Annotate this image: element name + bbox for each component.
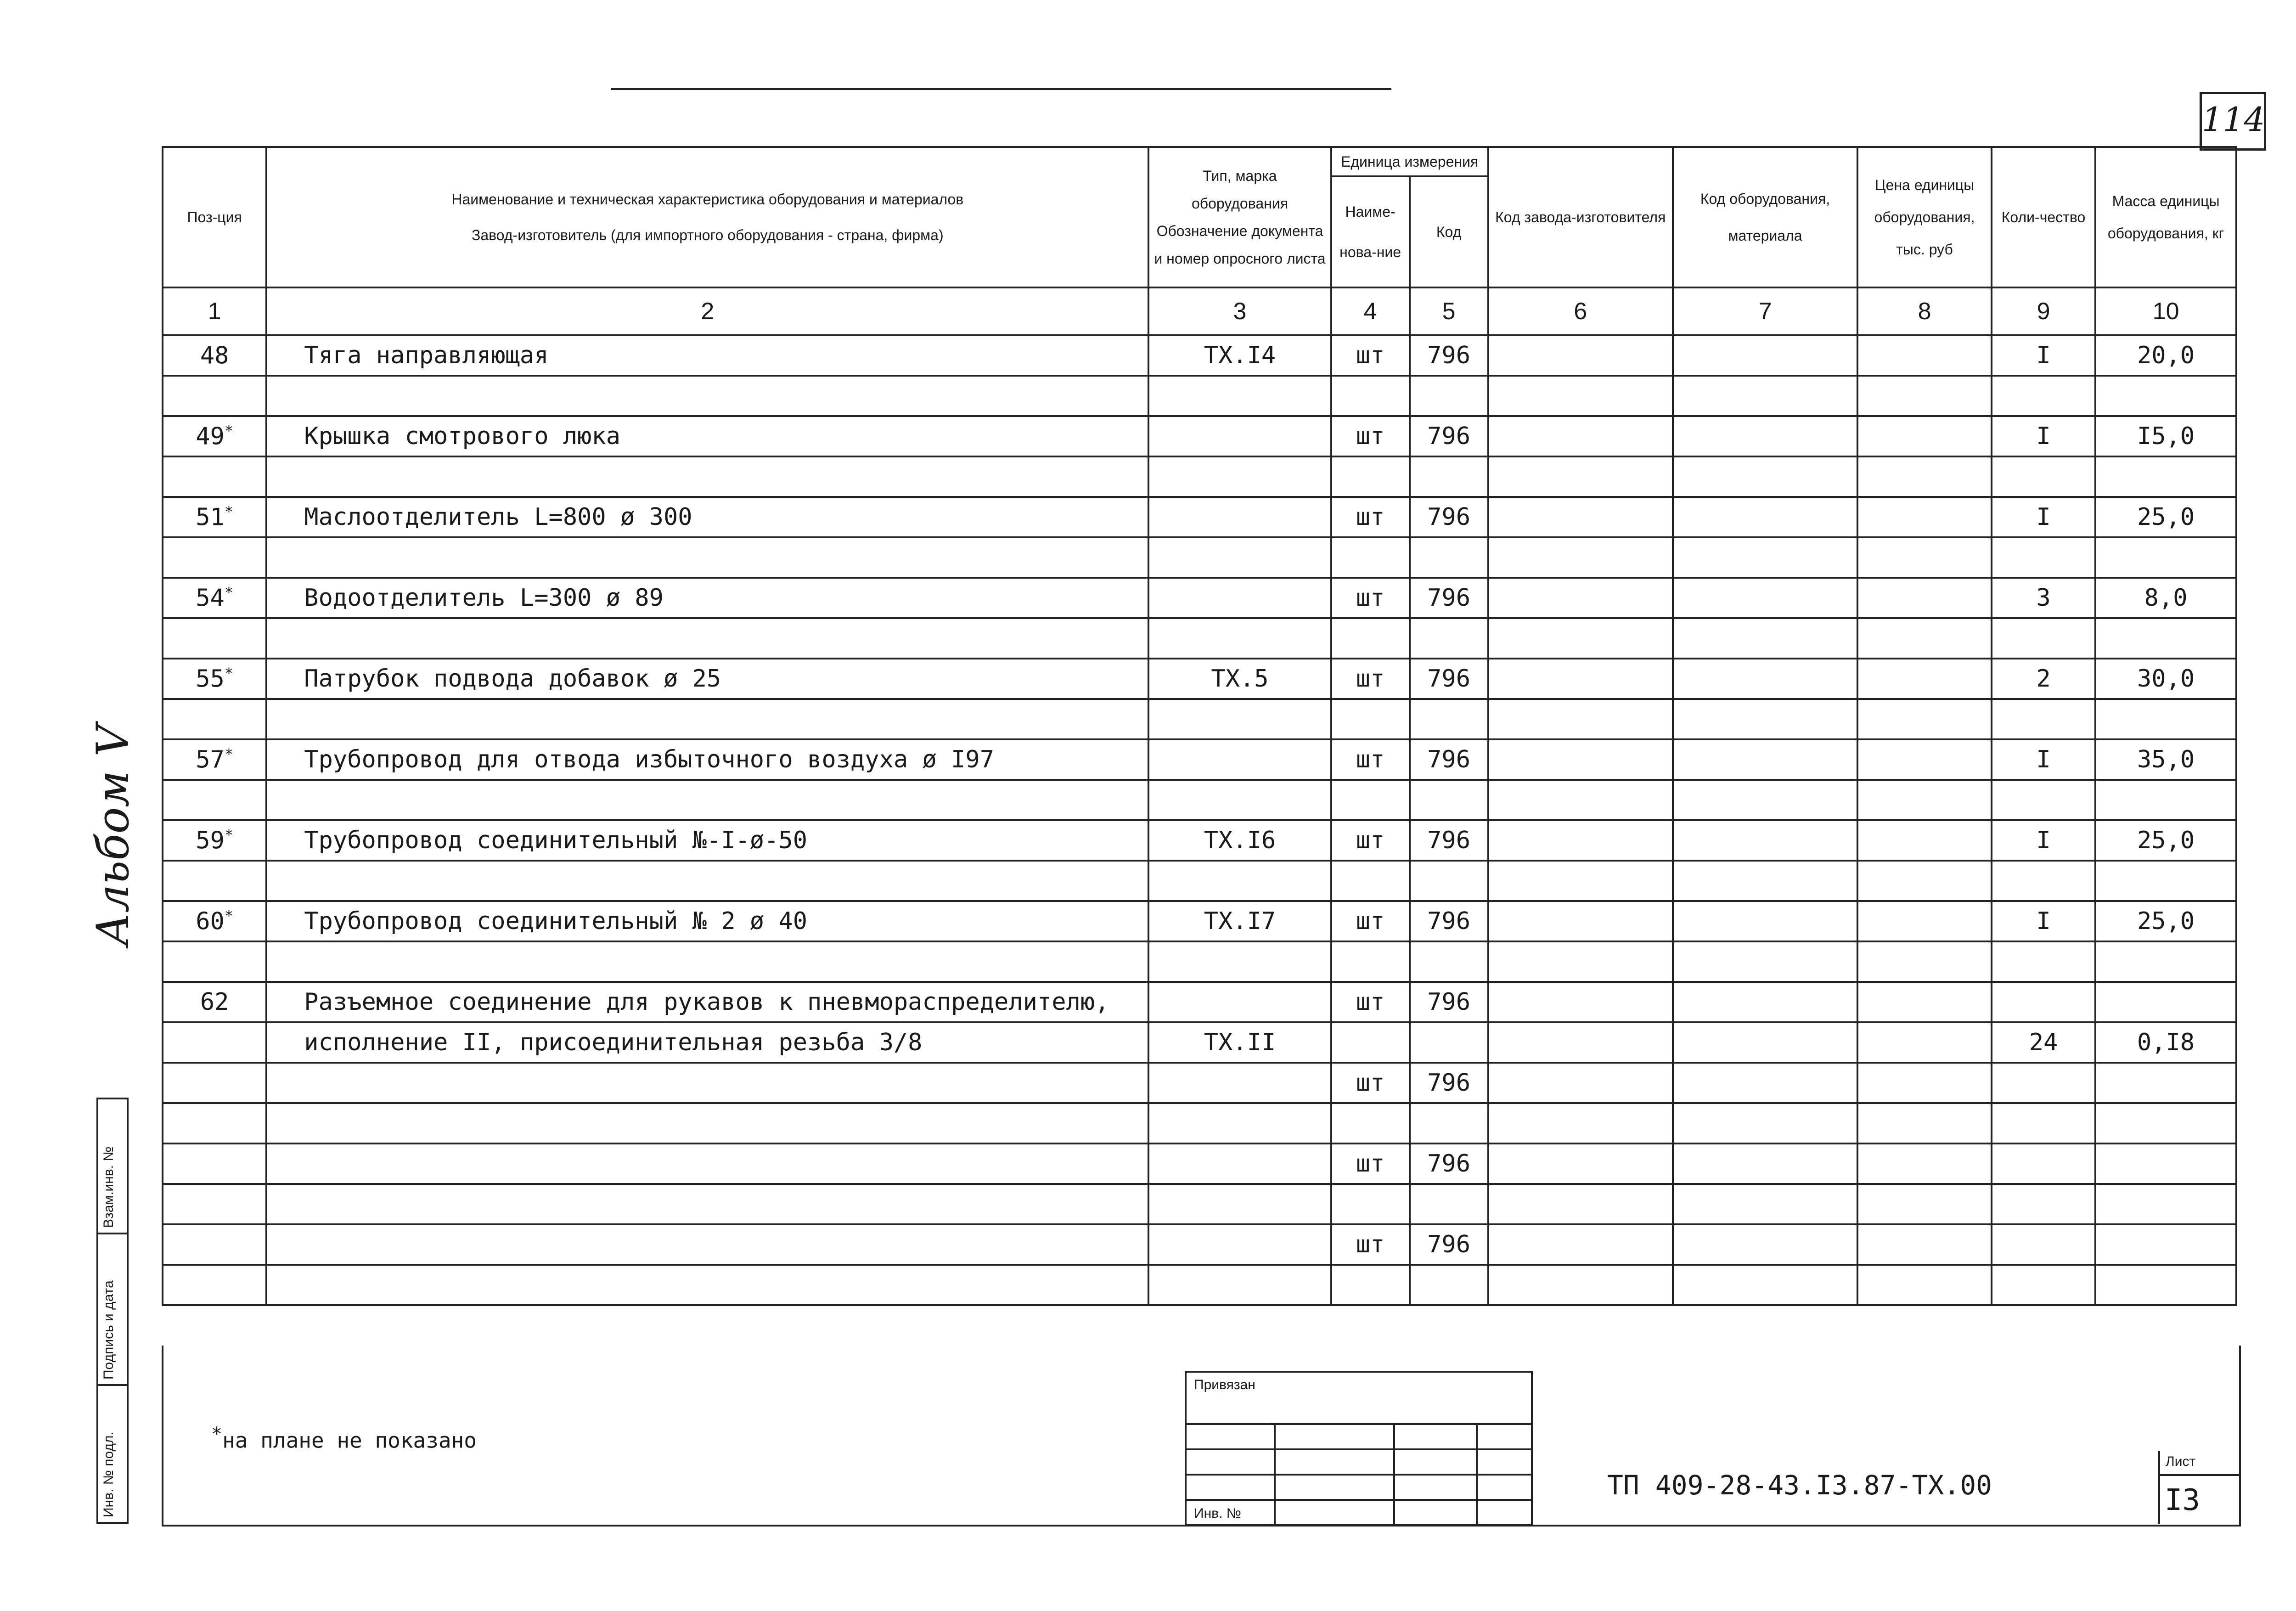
row-name: Маслоотделитель L=800 ø 300 bbox=[266, 497, 1148, 537]
footnote-mark: * bbox=[224, 907, 234, 925]
table-row-blank bbox=[163, 1184, 2236, 1224]
table-row-blank bbox=[163, 1103, 2236, 1143]
row-mass: 30,0 bbox=[2095, 659, 2236, 699]
row-position bbox=[163, 901, 266, 941]
position-number: 57 bbox=[196, 746, 225, 774]
side-stamp-signature: Подпись и дата bbox=[101, 1280, 116, 1380]
table-body bbox=[163, 335, 2236, 1305]
row-position bbox=[163, 659, 266, 699]
footnote-text: на плане не показано bbox=[222, 1428, 477, 1453]
row-unit-code: 796 bbox=[1410, 739, 1488, 780]
sheet-number: 114 bbox=[2200, 92, 2266, 151]
row-unit-code: 796 bbox=[1410, 1224, 1488, 1265]
row-type bbox=[1148, 578, 1331, 618]
table-row-blank bbox=[163, 376, 2236, 416]
album-label: Альбом V bbox=[87, 725, 139, 946]
header-position: Поз-ция bbox=[163, 147, 266, 287]
column-number: 6 bbox=[1488, 287, 1673, 335]
row-mass: 25,0 bbox=[2095, 820, 2236, 861]
row-unit: шт bbox=[1331, 416, 1410, 456]
table-row-blank bbox=[163, 861, 2236, 901]
position-number: 49 bbox=[196, 422, 225, 451]
row-type: ТХ.I7 bbox=[1148, 901, 1331, 941]
row-unit-code: 796 bbox=[1410, 578, 1488, 618]
table-row bbox=[163, 820, 2236, 861]
table-row bbox=[163, 497, 2236, 537]
header-type: Тип, марка оборудования Обозначение документа и номер опросного листа bbox=[1148, 147, 1331, 287]
row-unit: шт bbox=[1331, 1224, 1410, 1265]
column-number: 9 bbox=[1992, 287, 2095, 335]
position-number: 51 bbox=[196, 503, 225, 531]
column-number: 7 bbox=[1673, 287, 1857, 335]
table-row bbox=[163, 1063, 2236, 1103]
table-row bbox=[163, 578, 2236, 618]
side-stamp bbox=[96, 1098, 129, 1524]
table-row-blank bbox=[163, 941, 2236, 982]
header-name bbox=[266, 147, 1148, 287]
row-unit: шт bbox=[1331, 578, 1410, 618]
row-name: Патрубок подвода добавок ø 25 bbox=[266, 659, 1148, 699]
header-equipment-code: Код оборудования, материала bbox=[1673, 147, 1857, 287]
row-unit-code: 796 bbox=[1410, 497, 1488, 537]
footnote-mark: * bbox=[224, 422, 234, 440]
row-position bbox=[163, 416, 266, 456]
row-unit-code: 796 bbox=[1410, 335, 1488, 376]
footnote-mark: * bbox=[224, 745, 234, 763]
row-mass: 35,0 bbox=[2095, 739, 2236, 780]
row-position bbox=[163, 497, 266, 537]
row-name: Трубопровод соединительный №-I-ø-50 bbox=[266, 820, 1148, 861]
column-number-row bbox=[163, 287, 2236, 335]
side-stamp-inv-replace: Взам.инв. № bbox=[101, 1146, 116, 1228]
row-name: Трубопровод соединительный № 2 ø 40 bbox=[266, 901, 1148, 941]
row-mass: I5,0 bbox=[2095, 416, 2236, 456]
row-unit-code: 796 bbox=[1410, 416, 1488, 456]
row-quantity: I bbox=[1992, 497, 2095, 537]
footnote-mark: * bbox=[224, 584, 234, 602]
column-number: 1 bbox=[163, 287, 266, 335]
row-unit: шт bbox=[1331, 335, 1410, 376]
header-quantity: Коли-чество bbox=[1992, 147, 2095, 287]
table-row bbox=[163, 1143, 2236, 1184]
header-name-line1: Наименование и техническая характеристика оборудования и материалов bbox=[451, 191, 964, 208]
row-quantity: I bbox=[1992, 739, 2095, 780]
row-name: Водоотделитель L=300 ø 89 bbox=[266, 578, 1148, 618]
row-unit-code: 796 bbox=[1410, 1143, 1488, 1184]
row-name: Тяга направляющая bbox=[266, 335, 1148, 376]
table-row-blank bbox=[163, 456, 2236, 497]
row-type bbox=[1148, 497, 1331, 537]
row-type: ТХ.I4 bbox=[1148, 335, 1331, 376]
row-position bbox=[163, 335, 266, 376]
row-position bbox=[163, 820, 266, 861]
row-type bbox=[1148, 739, 1331, 780]
header-mass: Масса единицы оборудования, кг bbox=[2095, 147, 2236, 287]
row-unit: шт bbox=[1331, 659, 1410, 699]
row-quantity: I bbox=[1992, 820, 2095, 861]
row-quantity: 2 bbox=[1992, 659, 2095, 699]
footnote-mark: * bbox=[211, 1424, 223, 1445]
row-mass: 25,0 bbox=[2095, 901, 2236, 941]
column-number: 10 bbox=[2095, 287, 2236, 335]
column-number: 2 bbox=[266, 287, 1148, 335]
table-row bbox=[163, 416, 2236, 456]
footnote-mark: * bbox=[224, 503, 234, 521]
table-row-blank bbox=[163, 780, 2236, 820]
row-unit: шт bbox=[1331, 739, 1410, 780]
position-number: 59 bbox=[196, 827, 225, 855]
row-mass: 20,0 bbox=[2095, 335, 2236, 376]
row-name: Крышка смотрового люка bbox=[266, 416, 1148, 456]
stamp-title: Привязан bbox=[1194, 1377, 1255, 1392]
table-row bbox=[163, 659, 2236, 699]
row-quantity: I bbox=[1992, 901, 2095, 941]
top-border-line bbox=[611, 88, 1391, 90]
sheet-page: I3 bbox=[2165, 1483, 2200, 1517]
row-quantity: 24 bbox=[1992, 1022, 2095, 1063]
table-row bbox=[163, 739, 2236, 780]
header-price: Цена единицы оборудования, тыс. руб bbox=[1857, 147, 1992, 287]
row-unit: шт bbox=[1331, 1063, 1410, 1103]
row-unit-code: 796 bbox=[1410, 820, 1488, 861]
header-unit-code: Код bbox=[1410, 176, 1488, 287]
position-number: 48 bbox=[200, 342, 229, 370]
side-stamp-inv-original: Инв. № подл. bbox=[101, 1431, 116, 1517]
row-type: ТХ.II bbox=[1148, 1022, 1331, 1063]
position-number: 55 bbox=[196, 665, 225, 693]
column-number: 5 bbox=[1410, 287, 1488, 335]
row-quantity: I bbox=[1992, 416, 2095, 456]
header-unit-name: Наиме-нова-ние bbox=[1331, 176, 1410, 287]
row-mass: 8,0 bbox=[2095, 578, 2236, 618]
row-name-line2: исполнение II, присоединительная резьба 3/8 bbox=[266, 1022, 1148, 1063]
row-type: ТХ.I6 bbox=[1148, 820, 1331, 861]
row-position bbox=[163, 739, 266, 780]
binding-stamp bbox=[1185, 1371, 1533, 1526]
position-number: 60 bbox=[196, 907, 225, 935]
row-position bbox=[163, 578, 266, 618]
table-row bbox=[163, 901, 2236, 941]
row-quantity: I bbox=[1992, 335, 2095, 376]
row-name-line1: Разъемное соединение для рукавов к пневмораспределителю, bbox=[266, 982, 1148, 1022]
sheet-label: Лист bbox=[2166, 1454, 2196, 1469]
header-factory-code: Код завода-изготовителя bbox=[1488, 147, 1673, 287]
table-row-blank bbox=[163, 618, 2236, 659]
column-number: 4 bbox=[1331, 287, 1410, 335]
header-name-line2: Завод-изготовитель (для импортного оборудования - страна, фирма) bbox=[472, 227, 944, 243]
row-type: ТХ.5 bbox=[1148, 659, 1331, 699]
row-type bbox=[1148, 416, 1331, 456]
column-number: 8 bbox=[1857, 287, 1992, 335]
table-row-blank bbox=[163, 537, 2236, 578]
table-row bbox=[163, 982, 2236, 1022]
row-unit: шт bbox=[1331, 1143, 1410, 1184]
specification-table bbox=[162, 146, 2237, 1306]
table-row-blank bbox=[163, 699, 2236, 739]
row-unit: шт bbox=[1331, 982, 1410, 1022]
header-row-1 bbox=[163, 147, 2236, 176]
row-unit: шт bbox=[1331, 901, 1410, 941]
row-unit-code: 796 bbox=[1410, 901, 1488, 941]
row-unit-code: 796 bbox=[1410, 1063, 1488, 1103]
row-name: Трубопровод для отвода избыточного воздуха ø I97 bbox=[266, 739, 1148, 780]
row-mass: 0,I8 bbox=[2095, 1022, 2236, 1063]
row-unit-code: 796 bbox=[1410, 982, 1488, 1022]
table-row bbox=[163, 1022, 2236, 1063]
sheet-box bbox=[2158, 1451, 2239, 1524]
stamp-inv: Инв. № bbox=[1194, 1506, 1241, 1521]
footnote bbox=[211, 1424, 477, 1453]
position-number: 54 bbox=[196, 584, 225, 612]
row-position bbox=[163, 982, 266, 1022]
row-quantity: 3 bbox=[1992, 578, 2095, 618]
footnote-mark: * bbox=[224, 665, 234, 682]
document-code: ТП 409-28-43.I3.87-ТХ.00 bbox=[1607, 1470, 1992, 1501]
row-mass: 25,0 bbox=[2095, 497, 2236, 537]
table-row-blank bbox=[163, 1265, 2236, 1305]
row-unit: шт bbox=[1331, 820, 1410, 861]
column-number: 3 bbox=[1148, 287, 1331, 335]
header-unit-group: Единица измерения bbox=[1331, 147, 1488, 176]
table-row bbox=[163, 1224, 2236, 1265]
table-row bbox=[163, 335, 2236, 376]
position-number: 62 bbox=[200, 988, 229, 1016]
row-unit-code: 796 bbox=[1410, 659, 1488, 699]
footnote-mark: * bbox=[224, 826, 234, 844]
row-unit: шт bbox=[1331, 497, 1410, 537]
